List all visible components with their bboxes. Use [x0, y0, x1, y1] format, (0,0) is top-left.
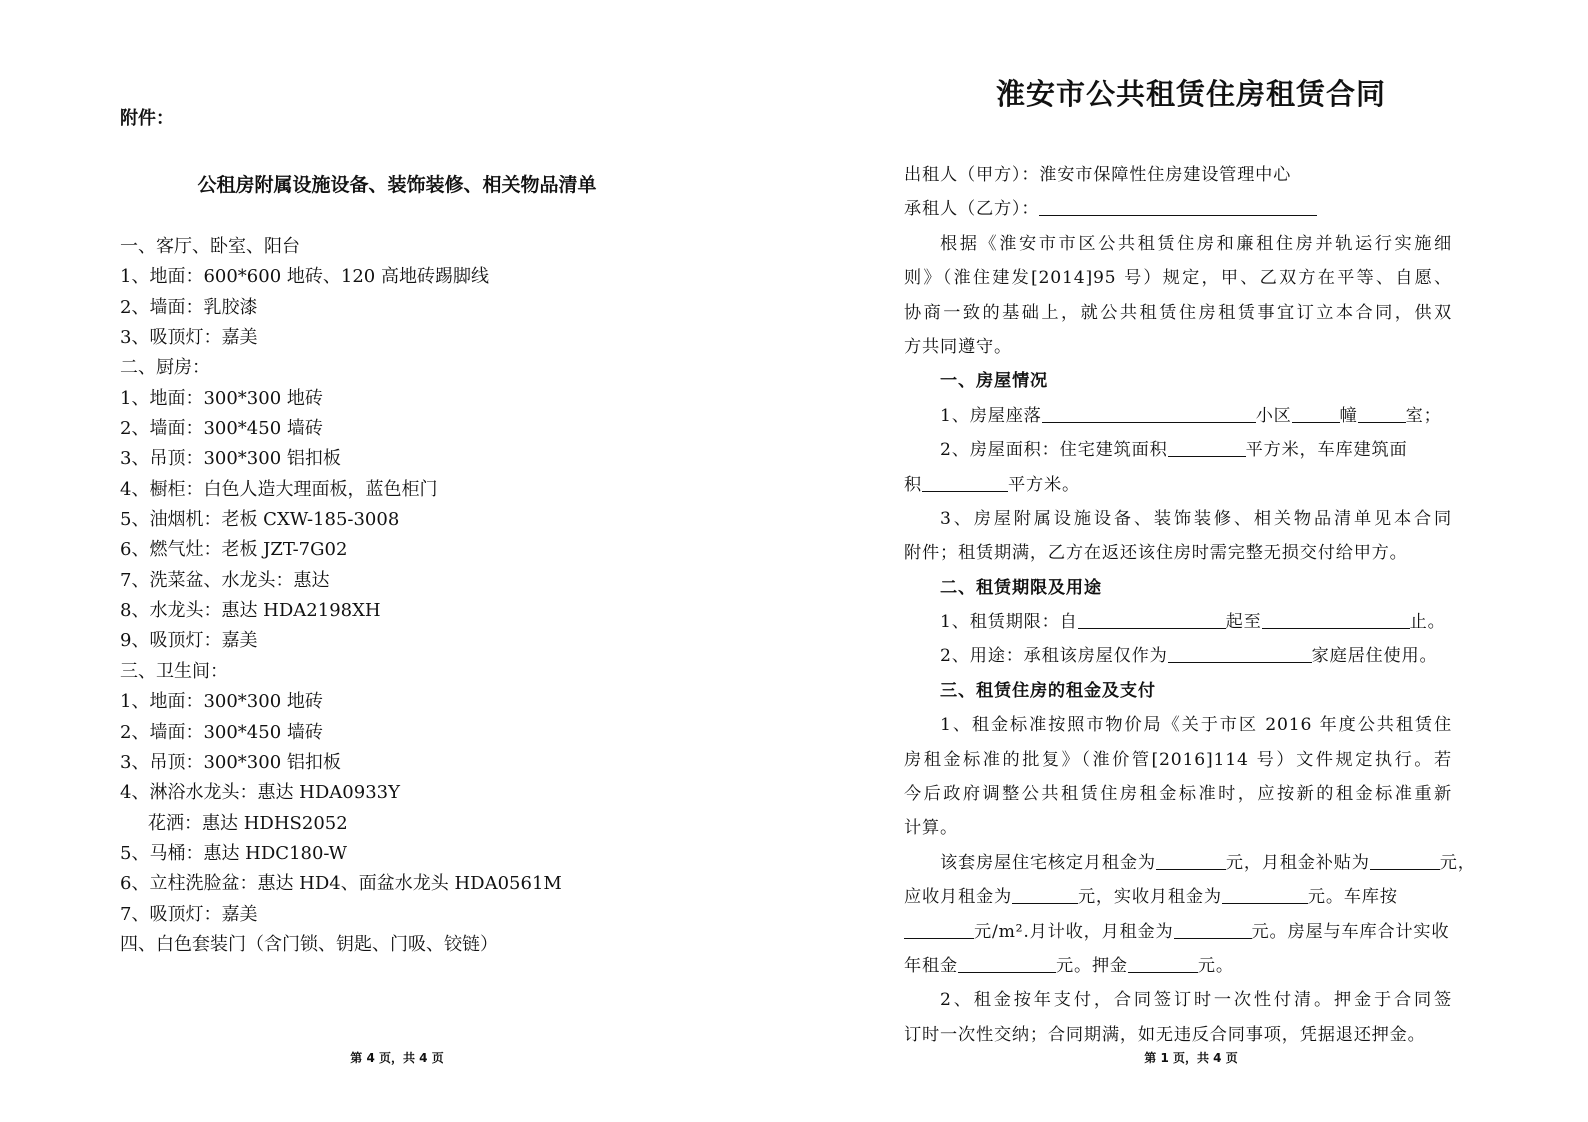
area-label: 2、房屋面积：住宅建筑面积 — [940, 440, 1168, 461]
intro-line: 则》（淮住建发[2014]95 号）规定，甲、乙双方在平等、自愿、 — [904, 268, 1452, 289]
inventory-item: 三、卫生间： — [120, 660, 228, 682]
inventory-item: 四、白色套装门（含门锁、钥匙、门吸、铰链） — [120, 933, 498, 955]
area-line — [904, 433, 1452, 467]
garage-rate-label: 元。车库按 — [1307, 887, 1398, 908]
location-community-label: 小区 — [1255, 405, 1292, 426]
right-page — [794, 0, 1588, 1122]
location-blank — [1042, 402, 1256, 423]
inventory-item: 花洒：惠达 HDHS2052 — [148, 812, 348, 834]
residential-area-blank — [1168, 436, 1246, 457]
inventory-title: 公租房附属设施设备、装饰装修、相关物品清单 — [197, 174, 597, 196]
term-label: 1、租赁期限：自 — [940, 612, 1078, 633]
lessor-line: 出租人（甲方）：淮安市保障性住房建设管理中心 — [904, 165, 1292, 185]
yuan-label: 元， — [1439, 852, 1476, 873]
term-line — [904, 605, 1452, 639]
inventory-item: 2、墙面：300*450 墙砖 — [120, 418, 323, 440]
monthly-rent-blank — [1156, 849, 1226, 870]
garage-area-label: 平方米，车库建筑面 — [1245, 440, 1408, 461]
inventory-item: 7、洗菜盆、水龙头：惠达 — [120, 569, 330, 591]
lessee-label: 承租人（乙方）： — [904, 199, 1040, 220]
fixtures-line: 附件；租赁期满，乙方在返还该住房时需完整无损交付给甲方。 — [904, 543, 1408, 564]
term-end-blank — [1262, 608, 1410, 629]
rent-line-a — [904, 846, 1476, 880]
left-page-footer: 第 4 页，共 4 页 — [350, 1051, 444, 1065]
section-1-heading: 一、房屋情况 — [940, 371, 1048, 392]
garage-area-blank — [922, 471, 1008, 492]
right-page-footer: 第 1 页，共 4 页 — [1144, 1051, 1238, 1065]
rent-standard-line: 计算。 — [904, 818, 958, 839]
deposit-label: 元。押金 — [1055, 955, 1128, 976]
garage-rent-blank — [1174, 918, 1252, 939]
inventory-item: 1、地面：600*600 地砖、120 高地砖踢脚线 — [120, 266, 489, 288]
inventory-item: 4、淋浴水龙头：惠达 HDA0933Y — [120, 782, 400, 804]
use-blank — [1168, 642, 1312, 663]
payment-line: 2、租金按年支付，合同签订时一次性付清。押金于合同签 — [940, 990, 1452, 1011]
attachment-label: 附件： — [120, 108, 174, 129]
rent-line-b — [904, 880, 1452, 914]
lessee-line — [904, 192, 1452, 226]
room-blank — [1358, 402, 1406, 423]
section-2-heading: 二、租赁期限及用途 — [940, 577, 1102, 598]
inventory-list — [120, 232, 760, 960]
inventory-item: 1、地面：300*300 地砖 — [120, 387, 323, 409]
inventory-item: 5、马桶：惠达 HDC180-W — [120, 842, 348, 864]
garage-rate-blank — [904, 918, 974, 939]
intro-line: 协商一致的基础上，就公共租赁住房租赁事宜订立本合同，供双 — [904, 302, 1452, 323]
inventory-item: 3、吊顶：300*300 铝扣板 — [120, 448, 341, 470]
use-suffix: 家庭居住使用。 — [1311, 646, 1438, 667]
location-room-label: 室； — [1405, 405, 1442, 426]
actual-rent-label: 元，实收月租金为 — [1077, 887, 1222, 908]
actual-rent-blank — [1222, 883, 1308, 904]
area-line-cont — [904, 468, 1452, 502]
inventory-item: 8、水龙头：惠达 HDA2198XH — [120, 600, 381, 622]
area-unit: 平方米。 — [1008, 474, 1080, 495]
subsidy-label: 元，月租金补贴为 — [1225, 852, 1370, 873]
intro-line: 方共同遵守。 — [904, 336, 1012, 357]
term-mid-label: 起至 — [1225, 612, 1262, 633]
inventory-item: 1、地面：300*300 地砖 — [120, 691, 323, 713]
section-3-heading: 三、租赁住房的租金及支付 — [940, 680, 1156, 701]
receivable-rent-label: 应收月租金为 — [904, 887, 1012, 908]
inventory-item: 3、吸顶灯：嘉美 — [120, 327, 258, 349]
subsidy-blank — [1370, 849, 1440, 870]
contract-title: 淮安市公共租赁住房租赁合同 — [995, 77, 1386, 111]
receivable-rent-blank — [1012, 883, 1078, 904]
annual-rent-blank — [958, 952, 1056, 973]
lessee-blank — [1039, 195, 1317, 216]
inventory-item: 3、吊顶：300*300 铝扣板 — [120, 751, 341, 773]
garage-rent-label: 元/m².月计收，月租金为 — [974, 921, 1174, 942]
inventory-item: 一、客厅、卧室、阳台 — [120, 236, 300, 257]
use-label: 2、用途：承租该房屋仅作为 — [940, 646, 1168, 667]
rent-line-c — [904, 915, 1452, 949]
building-blank — [1292, 402, 1340, 423]
area-label-cont: 积 — [904, 474, 922, 495]
inventory-item: 6、立柱洗脸盆：惠达 HD4、面盆水龙头 HDA0561M — [120, 873, 562, 895]
rent-standard-line: 今后政府调整公共租赁住房租金标准时，应按新的租金标准重新 — [904, 784, 1452, 805]
inventory-item: 二、厨房： — [120, 357, 210, 379]
inventory-item: 2、墙面：乳胶漆 — [120, 296, 258, 318]
yuan-label: 元。 — [1197, 955, 1234, 976]
location-label: 1、房屋座落 — [940, 405, 1042, 426]
inventory-item: 5、油烟机：老板 CXW-185-3008 — [120, 509, 400, 531]
rent-standard-line: 房租金标准的批复》（淮价管[2016]114 号）文件规定执行。若 — [904, 749, 1452, 770]
total-label: 元。房屋与车库合计实收 — [1251, 921, 1450, 942]
annual-rent-label: 年租金 — [904, 955, 958, 976]
fixtures-line: 3、房屋附属设施设备、装饰装修、相关物品清单见本合同 — [940, 508, 1452, 529]
inventory-item: 2、墙面：300*450 墙砖 — [120, 721, 323, 743]
term-start-blank — [1078, 608, 1226, 629]
inventory-item: 4、橱柜：白色人造大理面板，蓝色柜门 — [120, 478, 438, 500]
contract-body — [904, 158, 1476, 1052]
payment-line: 订时一次性交纳；合同期满，如无违反合同事项，凭据退还押金。 — [904, 1024, 1426, 1045]
inventory-item: 9、吸顶灯：嘉美 — [120, 630, 258, 652]
use-line — [904, 639, 1452, 673]
monthly-rent-label: 该套房屋住宅核定月租金为 — [940, 852, 1156, 873]
rent-standard-line: 1、租金标准按照市物价局《关于市区 2016 年度公共租赁住 — [940, 715, 1452, 736]
deposit-blank — [1128, 952, 1198, 973]
location-line — [904, 399, 1452, 433]
rent-line-d — [904, 949, 1452, 983]
location-building-label: 幢 — [1339, 405, 1358, 426]
inventory-item: 7、吸顶灯：嘉美 — [120, 903, 258, 925]
inventory-item: 6、燃气灶：老板 JZT-7G02 — [120, 539, 348, 561]
intro-line: 根据《淮安市市区公共租赁住房和廉租住房并轨运行实施细 — [940, 233, 1452, 254]
term-end-label: 止。 — [1409, 612, 1446, 633]
